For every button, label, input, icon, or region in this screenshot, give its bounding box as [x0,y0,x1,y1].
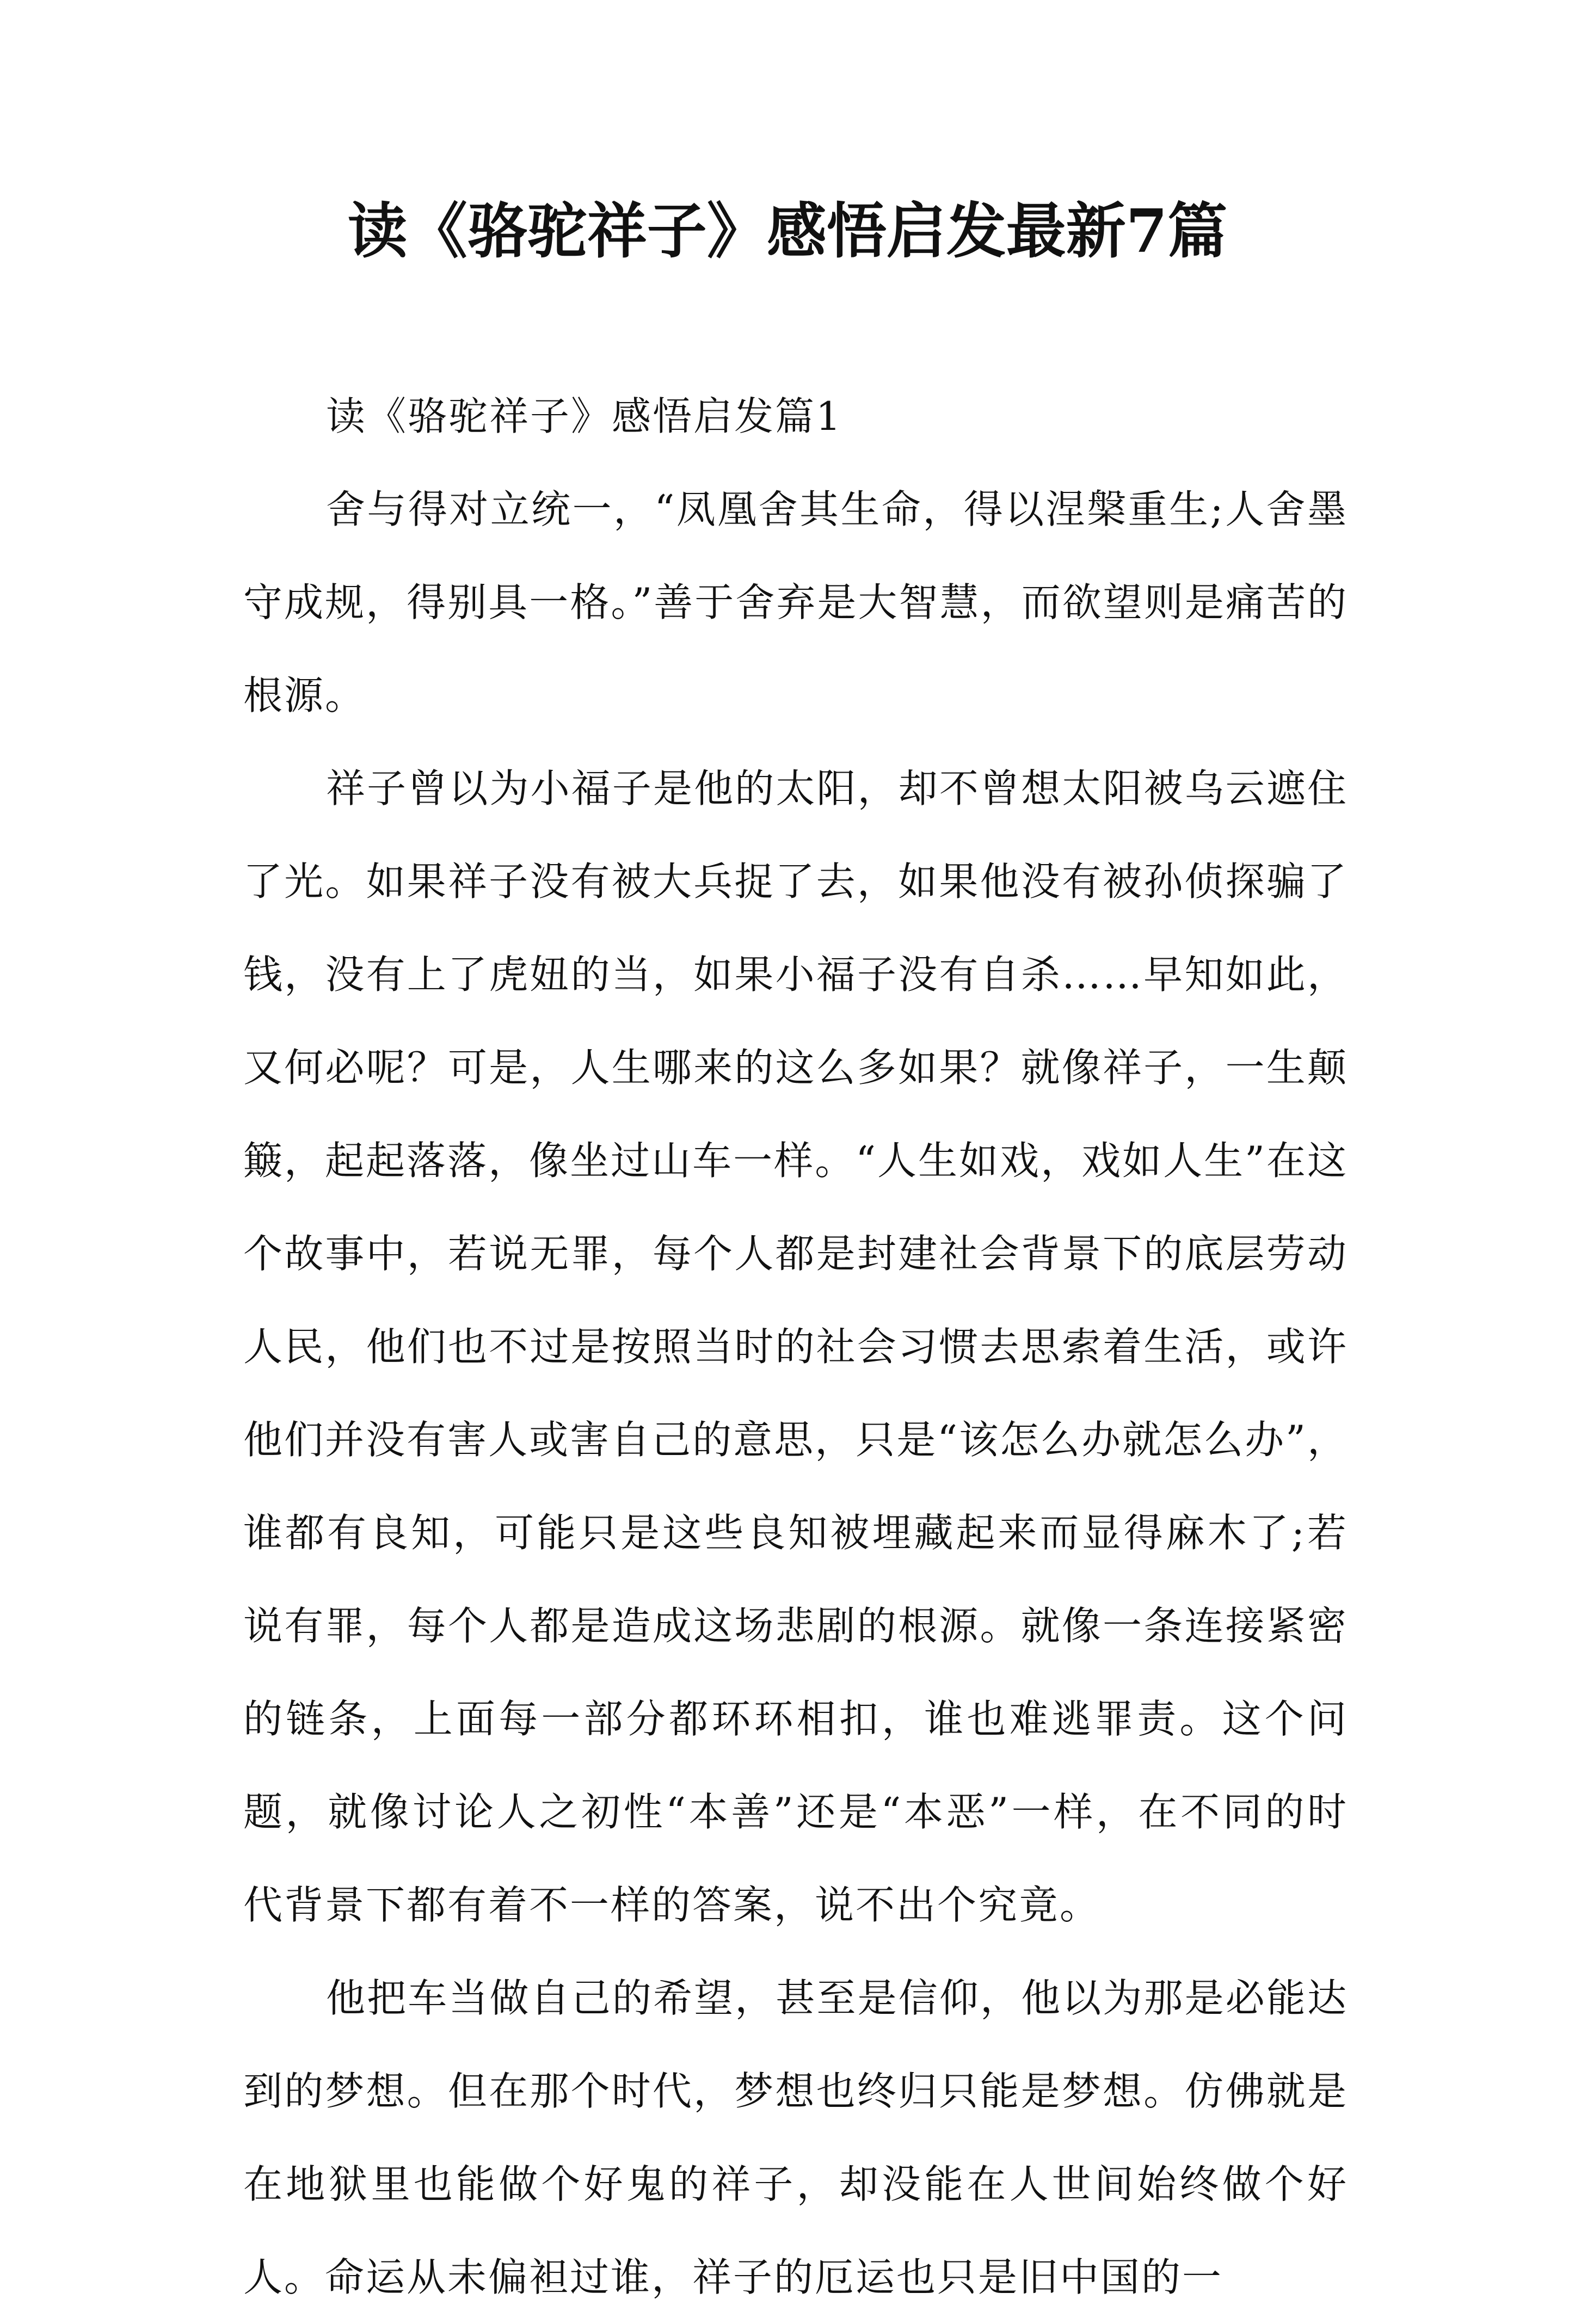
paragraph-2: 祥子曾以为小福子是他的太阳，却不曾想太阳被乌云遮住了光。如果祥子没有被大兵捉了去，如果他没有被孙侦探骗了钱，没有上了虎妞的当，如果小福子没有自杀……早知如此，又何必呢？可是，人生哪来的这么多如果？就像祥子，一生颠簸，起起落落，像坐过山车一样。“人生如戏，戏如人生”在这个故事中，若说无罪，每个人都是封建社会背景下的底层劳动人民，他们也不过是按照当时的社会习惯去思索着生活，或许他们并没有害人或害自己的意思，只是“该怎么办就怎么办”，谁都有良知，可能只是这些良知被埋藏起来而显得麻木了;若说有罪，每个人都是造成这场悲剧的根源。就像一条连接紧密的链条，上面每一部分都环环相扣，谁也难逃罪责。这个问题，就像讨论人之初性“本善”还是“本恶”一样，在不同的时代背景下都有着不一样的答案，说不出个究竟。 [243,766,1348,1928]
paragraph-1: 舍与得对立统一，“凤凰舍其生命，得以涅槃重生;人舍墨守成规，得别具一格。”善于舍弃是大智慧，而欲望则是痛苦的根源。 [243,486,1348,718]
document-title: 读《骆驼祥子》感悟启发最新7篇 [347,196,1228,266]
paragraph-3: 他把车当做自己的希望，甚至是信仰，他以为那是必能达到的梦想。但在那个时代，梦想也终归只能是梦想。仿佛就是在地狱里也能做个好鬼的祥子，却没能在人世间始终做个好人。命运从未偏袒过谁，祥子的厄运也只是旧中国的一 [243,1975,1348,2300]
document-body [243,370,1348,2324]
section-heading: 读《骆驼祥子》感悟启发篇1 [326,393,842,439]
